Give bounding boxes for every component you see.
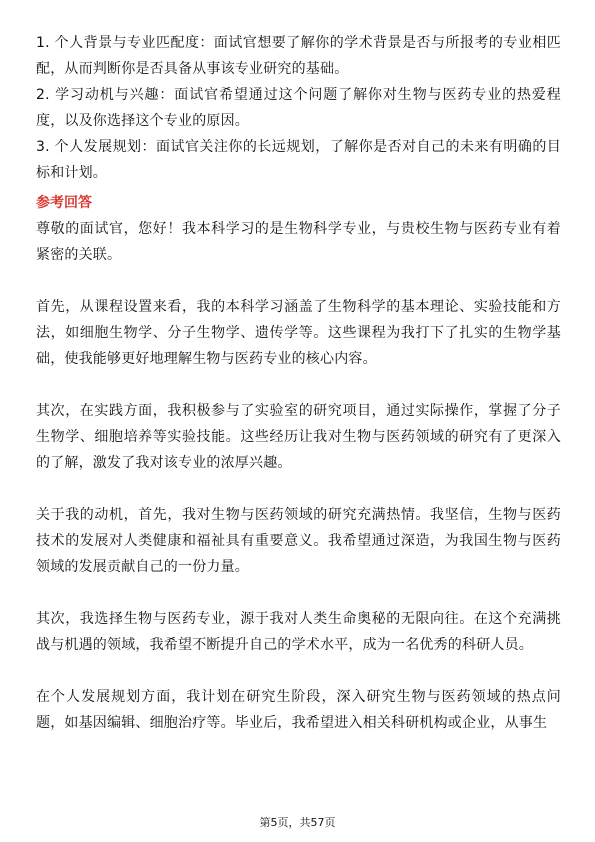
answer-paragraph-courses: 首先，从课程设置来看，我的本科学习涵盖了生物科学的基本理论、实验技能和方法，如细胞生物学、分子生物学、遗传学等。这些课程为我打下了扎实的生物学基础，使我能够更好地理解生物与医药专业的核心内容。 — [36, 299, 561, 367]
paragraph-spacer — [36, 580, 561, 606]
reference-answer-heading: 参考回答 — [36, 195, 92, 211]
numbered-list — [36, 30, 561, 186]
paragraph-spacer — [36, 372, 561, 398]
list-item-development-plan: 3. 个人发展规划：面试官关注你的长远规划，了解你是否对自己的未来有明确的目标和计划。 — [36, 139, 561, 181]
answer-paragraph-greeting: 尊敬的面试官，您好！我本科学习的是生物科学专业，与贵校生物与医药专业有着紧密的关联。 — [36, 221, 561, 263]
list-item-motivation: 2. 学习动机与兴趣：面试官希望通过这个问题了解你对生物与医药专业的热爱程度，以及你选择这个专业的原因。 — [36, 87, 561, 129]
answer-paragraph-practice: 其次，在实践方面，我积极参与了实验室的研究项目，通过实际操作，掌握了分子生物学、细胞培养等实验技能。这些经历让我对生物与医药领域的研究有了更深入的了解，激发了我对该专业的浓厚兴趣。 — [36, 403, 561, 471]
paragraph-spacer — [36, 268, 561, 294]
answer-paragraph-plan: 在个人发展规划方面，我计划在研究生阶段，深入研究生物与医药领域的热点问题，如基因编辑、细胞治疗等。毕业后，我希望进入相关科研机构或企业，从事生 — [36, 689, 561, 731]
answer-paragraph-motivation: 关于我的动机，首先，我对生物与医药领域的研究充满热情。我坚信，生物与医药技术的发展对人类健康和福祉具有重要意义。我希望通过深造，为我国生物与医药领域的发展贡献自己的一份力量。 — [36, 507, 561, 575]
list-item-background-match: 1. 个人背景与专业匹配度：面试官想要了解你的学术背景是否与所报考的专业相匹配，从而判断你是否具备从事该专业研究的基础。 — [36, 35, 561, 77]
page-content — [36, 30, 561, 736]
paragraph-spacer — [36, 658, 561, 684]
answer-paragraph-interest: 其次，我选择生物与医药专业，源于我对人类生命奥秘的无限向往。在这个充满挑战与机遇的领域，我希望不断提升自己的学术水平，成为一名优秀的科研人员。 — [36, 611, 561, 653]
page-number-footer: 第5页，共57页 — [259, 816, 336, 829]
paragraph-spacer — [36, 476, 561, 502]
